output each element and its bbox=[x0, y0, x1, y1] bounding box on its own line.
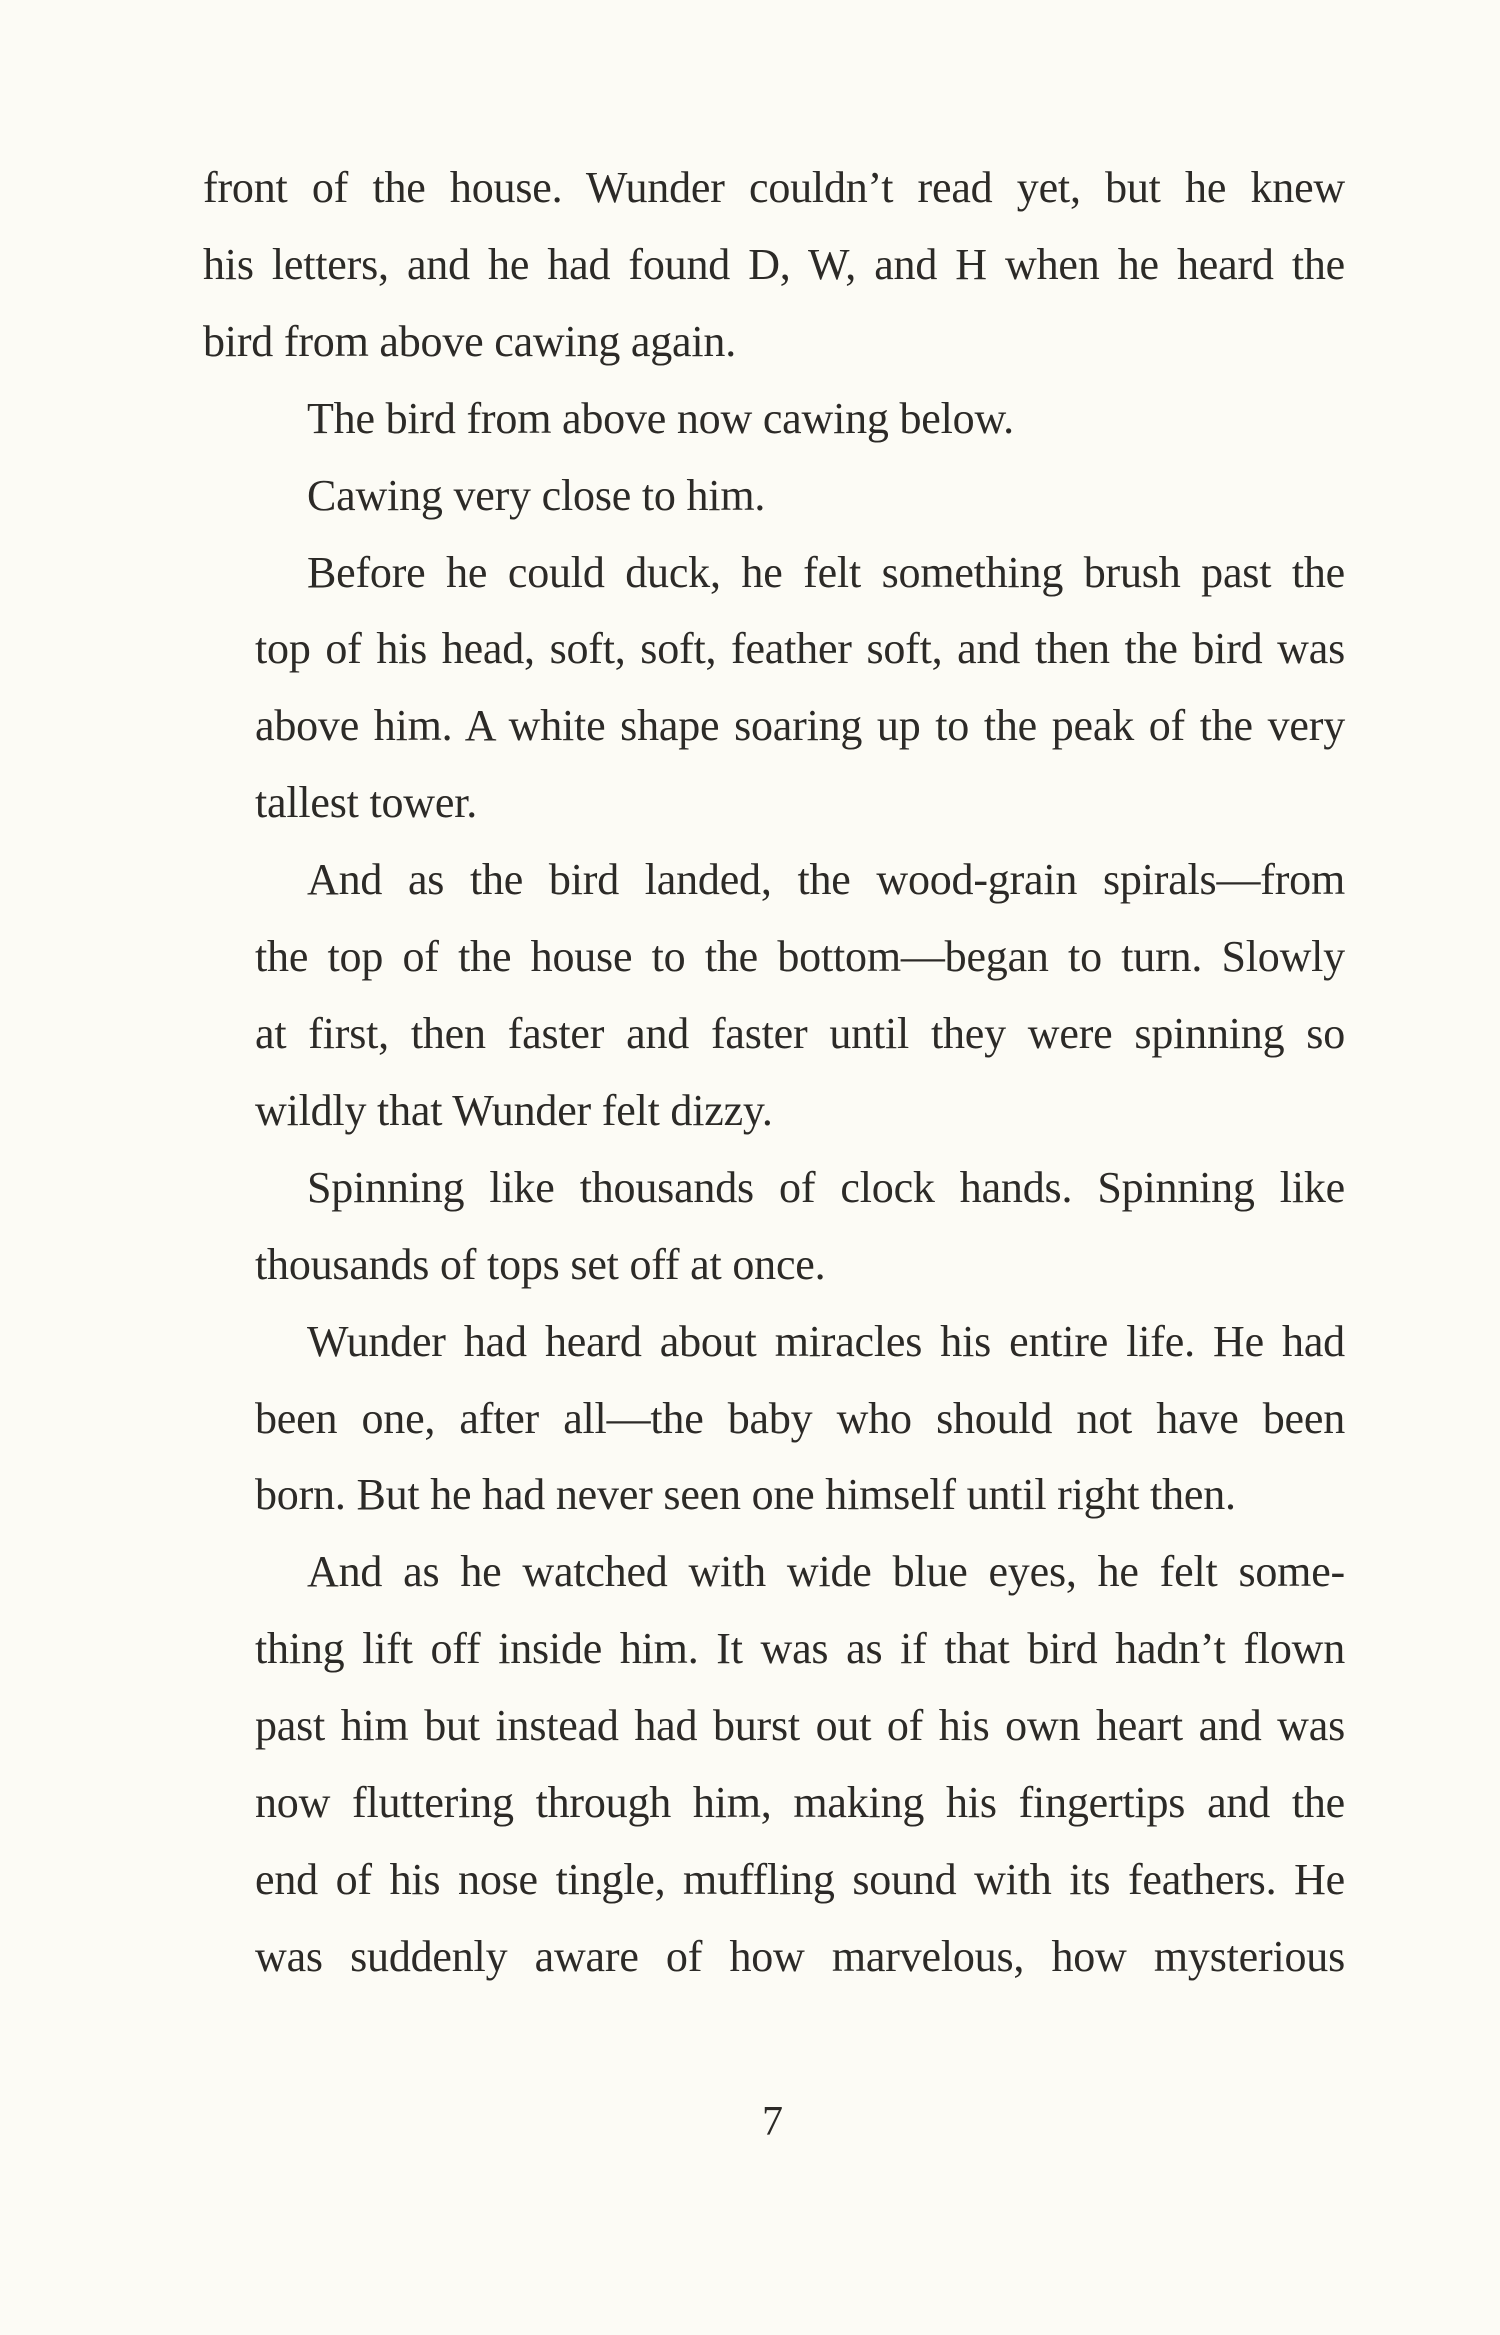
text-line: bird from above cawing again. bbox=[203, 316, 737, 366]
text-line: top of his head, soft, soft, feather soft, and then the bird was bbox=[255, 624, 1345, 674]
text-line: end of his nose tingle, muffling sound with its feathers. He bbox=[255, 1854, 1345, 1904]
paragraph bbox=[203, 1150, 1345, 1304]
text-line: born. But he had never seen one himself until right then. bbox=[255, 1470, 1236, 1520]
text-line: Spinning like thousands of clock hands. Spinning like bbox=[307, 1162, 1345, 1212]
paragraph bbox=[203, 381, 1345, 458]
text-line: the top of the house to the bottom—began to turn. Slowly bbox=[255, 932, 1345, 982]
text-line: been one, after all—the baby who should not have been bbox=[255, 1393, 1345, 1443]
text-line: And as the bird landed, the wood-grain spirals—from bbox=[307, 855, 1345, 905]
paragraph bbox=[203, 1534, 1345, 1995]
text-line: The bird from above now cawing below. bbox=[307, 393, 1014, 443]
paragraph bbox=[203, 535, 1345, 843]
text-line: Wunder had heard about miracles his entire life. He had bbox=[307, 1316, 1345, 1366]
page-number: 7 bbox=[762, 2099, 783, 2145]
paragraph bbox=[203, 1304, 1345, 1535]
text-line: was suddenly aware of how marvelous, how mysterious bbox=[255, 1931, 1345, 1981]
paragraph bbox=[203, 458, 1345, 535]
text-line bbox=[203, 227, 1345, 304]
text-line: above him. A white shape soaring up to the peak of the very bbox=[255, 701, 1345, 751]
text-line: thousands of tops set off at once. bbox=[255, 1239, 826, 1289]
text-line: Cawing very close to him. bbox=[307, 470, 766, 520]
text-line: now fluttering through him, making his fingertips and the bbox=[255, 1778, 1345, 1828]
text-line: at first, then faster and faster until they were spinning so bbox=[255, 1008, 1345, 1058]
text-line: wildly that Wunder felt dizzy. bbox=[255, 1085, 773, 1135]
text-line: front of the house. Wunder couldn’t read yet, but he knew bbox=[203, 163, 1345, 212]
text-line: Before he could duck, he felt something brush past the bbox=[307, 547, 1345, 597]
text-line: past him but instead had burst out of his own heart and was bbox=[255, 1701, 1345, 1751]
body-text bbox=[203, 150, 1345, 1996]
text-line: tallest tower. bbox=[255, 778, 478, 828]
paragraph bbox=[203, 842, 1345, 1150]
paragraph bbox=[203, 150, 1345, 381]
text-line-content: his letters, and he had found D, W, and H when he heard the bbox=[203, 239, 1345, 289]
text-line: And as he watched with wide blue eyes, he felt some- bbox=[307, 1547, 1345, 1597]
text-line: thing lift off inside him. It was as if that bird hadn’t flown bbox=[255, 1624, 1345, 1674]
